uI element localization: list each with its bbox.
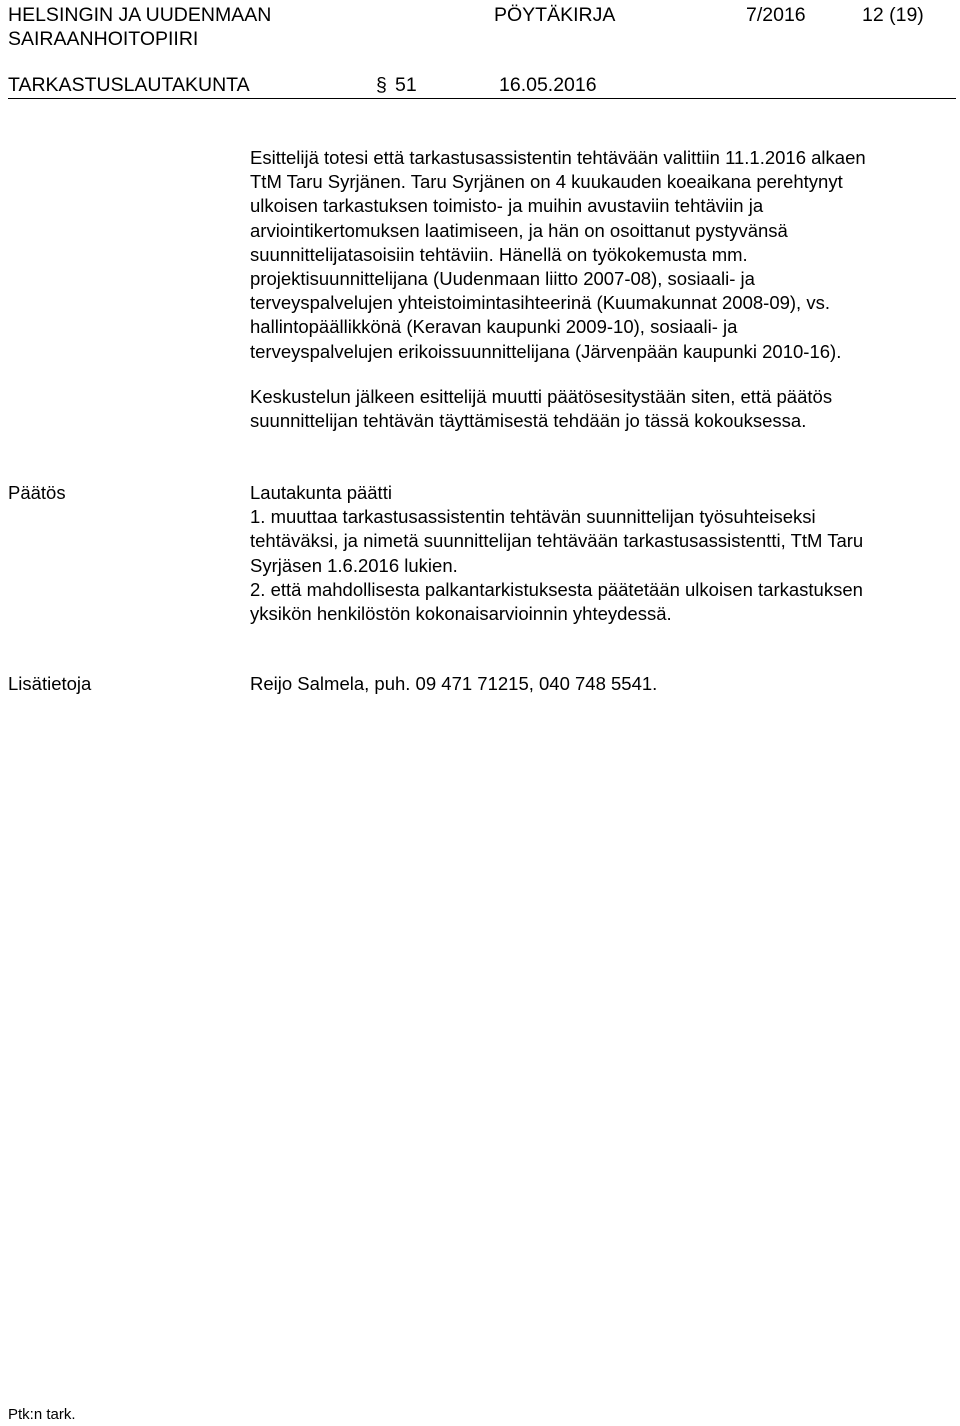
decision-paragraph	[250, 481, 950, 626]
organization-name-line2: SAIRAANHOITOPIIRI	[8, 28, 199, 50]
presentation-paragraph	[250, 146, 950, 364]
paragraph-line: projektisuunnittelijana (Uudenmaan liitto 2007-08), sosiaali- ja	[250, 268, 755, 290]
paragraph-line: suunnittelijan tehtävän täyttämisestä tehdään jo tässä kokouksessa.	[250, 410, 807, 432]
paragraph-line: terveyspalvelujen yhteistoimintasihteerinä (Kuumakunnat 2008-09), vs.	[250, 292, 830, 314]
document-number: 7/2016	[746, 4, 806, 26]
section-symbol: §	[376, 74, 387, 96]
paragraph-line: suunnittelijatasoisiin tehtäviin. Hänellä on työkokemusta mm.	[250, 243, 748, 265]
paragraph-line: 1. muuttaa tarkastusassistentin tehtävän suunnittelijan työsuhteiseksi	[250, 506, 816, 528]
page-number: 12 (19)	[862, 4, 924, 26]
paragraph-line: Esittelijä totesi että tarkastusassistentin tehtävään valittiin 11.1.2016 alkaen	[250, 147, 866, 168]
more-info-contact: Reijo Salmela, puh. 09 471 71215, 040 748 5541.	[250, 673, 658, 694]
committee-name: TARKASTUSLAUTAKUNTA	[8, 74, 250, 96]
paragraph-line: TtM Taru Syrjänen. Taru Syrjänen on 4 kuukauden koeaikana perehtynyt	[250, 171, 843, 193]
discussion-paragraph	[250, 385, 950, 433]
section-number: 51	[395, 74, 417, 96]
more-info-label: Lisätietoja	[8, 673, 92, 694]
organization-name-line1: HELSINGIN JA UUDENMAAN	[8, 4, 272, 26]
paragraph-line: yksikön henkilöstön kokonaisarvioinnin yhteydessä.	[250, 603, 672, 625]
minutes-checker-label: Ptk:n tark.	[8, 1406, 76, 1423]
paragraph-line: terveyspalvelujen erikoissuunnittelijana (Järvenpään kaupunki 2010-16).	[250, 340, 842, 362]
paragraph-line: arviointikertomuksen laatimiseen, ja hän on osoittanut pystyvänsä	[250, 219, 788, 241]
paragraph-line: Keskustelun jälkeen esittelijä muutti päätösesitystään siten, että päätös	[250, 386, 833, 407]
meeting-date: 16.05.2016	[499, 74, 597, 96]
paragraph-line: tehtäväksi, ja nimetä suunnittelijan tehtävään tarkastusassistentti, TtM Taru	[250, 530, 864, 552]
paragraph-line: ulkoisen tarkastuksen toimisto- ja muihin avustaviin tehtäviin ja	[250, 195, 764, 217]
decision-label: Päätös	[8, 482, 66, 503]
header-divider	[8, 98, 956, 99]
paragraph-line: 2. että mahdollisesta palkantarkistuksesta päätetään ulkoisen tarkastuksen	[250, 578, 863, 600]
paragraph-line: Syrjäsen 1.6.2016 lukien.	[250, 554, 458, 576]
document-type: PÖYTÄKIRJA	[494, 4, 616, 26]
paragraph-line: hallintopäällikkönä (Keravan kaupunki 2009-10), sosiaali- ja	[250, 316, 738, 338]
paragraph-line: Lautakunta päätti	[250, 482, 392, 503]
